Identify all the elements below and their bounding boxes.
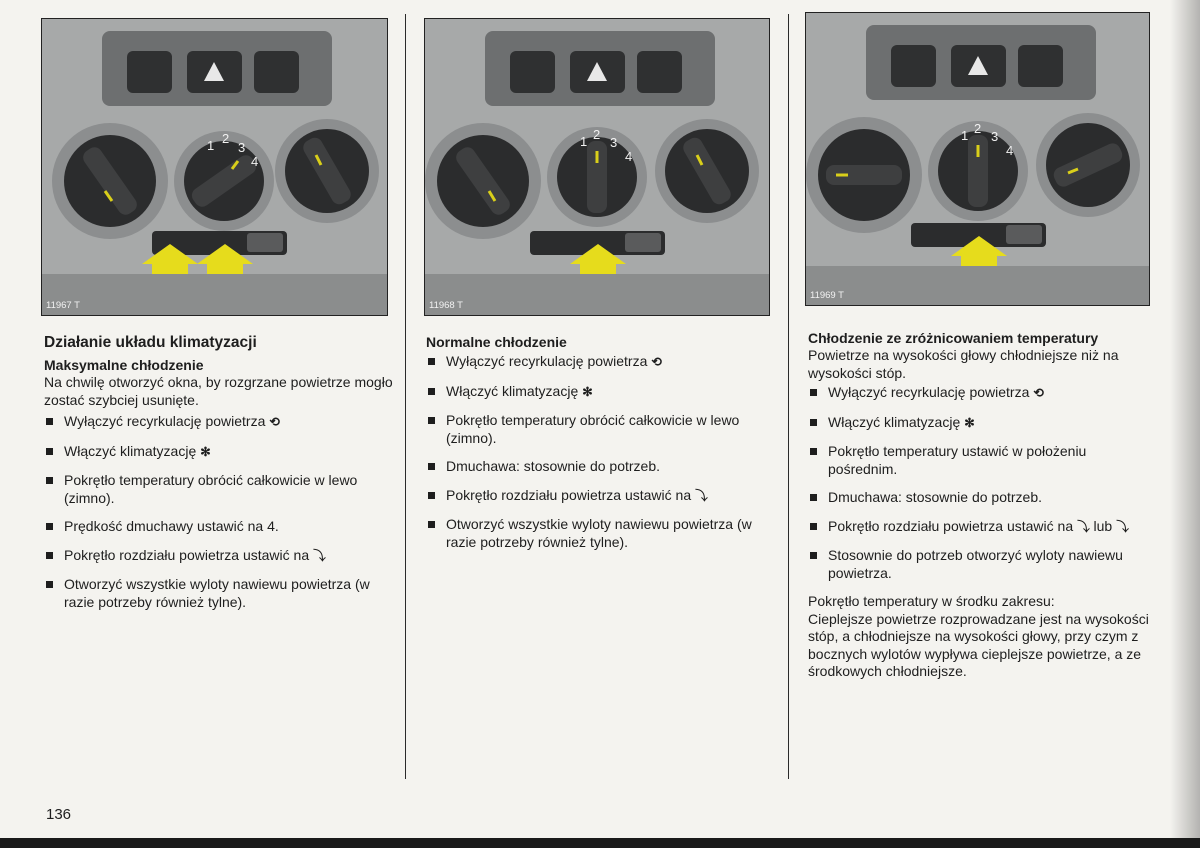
panel-photo-2 [424,18,770,316]
svg-text:2: 2 [222,131,230,146]
list-item [44,472,394,507]
recirculation-icon: ⟲ [269,415,280,429]
svg-text:1: 1 [961,128,969,143]
air-distribution-icon: ⤵ [313,548,326,563]
list-item [426,487,776,506]
photo-caption: 11969 T [810,290,844,301]
list-item-text: Prędkość dmuchawy ustawić na 4. [64,518,279,534]
climate-panel-illustration [425,19,769,315]
page-edge-shadow [1170,0,1200,838]
list-item [426,412,776,447]
list-item [426,516,776,551]
list-item-text: Pokrętło rozdziału powietrza ustawić na [64,546,310,563]
list-item-text: Włączyć klimatyzację [446,382,579,399]
list-item-text: Pokrętło temperatury obrócić całkowicie w lewo (zimno). [446,412,740,446]
air-conditioning-icon: ✻ [964,415,975,430]
svg-text:3: 3 [238,140,246,155]
list-item-text: Włączyć klimatyzację [828,413,961,430]
svg-text:3: 3 [610,135,618,150]
svg-text:3: 3 [991,129,999,144]
list-item [44,443,394,462]
climate-panel-illustration [42,19,387,315]
list-item [426,458,776,476]
column-1 [44,334,394,622]
recirculation-icon: ⟲ [651,355,662,369]
list-item-text: Wyłączyć recyrkulację powietrza [446,353,648,369]
svg-text:4: 4 [1006,143,1014,158]
panel-photo-3 [805,12,1150,306]
svg-text:4: 4 [251,154,259,169]
list-item-text: Pokrętło temperatury obrócić całkowicie w lewo (zimno). [64,472,358,506]
intro-text: Na chwilę otworzyć okna, by rozgrzane powietrze mogło zostać szybciej usunięte. [44,374,393,408]
list-item [808,414,1153,433]
list-item [808,443,1153,478]
list-item-text: Wyłączyć recyrkulację powietrza [828,384,1030,400]
climate-panel-illustration [806,13,1149,305]
footer-text: Cieplejsze powietrze rozprowadzane jest na wysokości stóp, a chłodniejsze na wysokości głowy, przy czym z bocznych wylotów wypływa cieplejsze powietrze, a ze środkowych chłodniejsze. [808,610,1149,679]
air-distribution-icon: ⤵ [1116,519,1129,534]
list-item [44,518,394,536]
footer-title: Pokrętło temperatury w środku zakresu: [808,593,1055,609]
section-subtitle: Chłodzenie ze zróżnicowaniem temperatury [808,330,1099,346]
column-divider-1 [405,14,406,779]
list-item-text: Pokrętło rozdziału powietrza ustawić na [828,517,1074,534]
svg-text:1: 1 [580,134,588,149]
scan-bottom-edge [0,838,1200,848]
list-item-text: Dmuchawa: stosownie do potrzeb. [446,458,660,474]
list-item-text: Otworzyć wszystkie wyloty nawiewu powietrza (w razie potrzeby również tylne). [446,516,752,550]
column-2 [426,334,776,562]
air-conditioning-icon: ✻ [200,444,211,459]
svg-text:2: 2 [974,121,982,136]
panel-photo-1 [41,18,388,316]
list-item [808,518,1153,537]
page-number: 136 [46,806,72,823]
list-item [808,384,1153,403]
svg-text:1: 1 [207,138,215,153]
svg-text:4: 4 [625,149,633,164]
list-item [44,413,394,432]
recirculation-icon: ⟲ [1033,386,1044,400]
list-item [426,383,776,402]
intro-text: Powietrze na wysokości głowy chłodniejsze niż na wysokości stóp. [808,347,1119,381]
list-item [44,576,394,611]
list-item [808,547,1153,582]
svg-text:2: 2 [593,127,601,142]
list-item-text: Wyłączyć recyrkulację powietrza [64,413,266,429]
photo-caption: 11968 T [429,300,463,311]
air-distribution-icon: ⤵ [1077,519,1090,534]
column-divider-2 [788,14,789,779]
air-conditioning-icon: ✻ [582,384,593,399]
list-item [44,547,394,566]
section-subtitle: Maksymalne chłodzenie [44,357,204,373]
list-item-text: Pokrętło temperatury ustawić w położeniu pośrednim. [828,443,1087,477]
section-subtitle: Normalne chłodzenie [426,334,567,350]
list-item-text: lub [1093,517,1113,534]
list-item-text: Włączyć klimatyzację [64,442,197,459]
section-title: Działanie układu klimatyzacji [44,334,257,351]
list-item-text: Otworzyć wszystkie wyloty nawiewu powietrza (w razie potrzeby również tylne). [64,576,370,610]
photo-caption: 11967 T [46,300,80,311]
list-item-text: Pokrętło rozdziału powietrza ustawić na [446,486,692,503]
column-3 [808,330,1153,681]
list-item [808,489,1153,507]
list-item-text: Dmuchawa: stosownie do potrzeb. [828,489,1042,505]
list-item [426,353,776,372]
air-distribution-icon: ⤵ [695,488,708,503]
list-item-text: Stosownie do potrzeb otworzyć wyloty nawiewu powietrza. [828,547,1123,581]
